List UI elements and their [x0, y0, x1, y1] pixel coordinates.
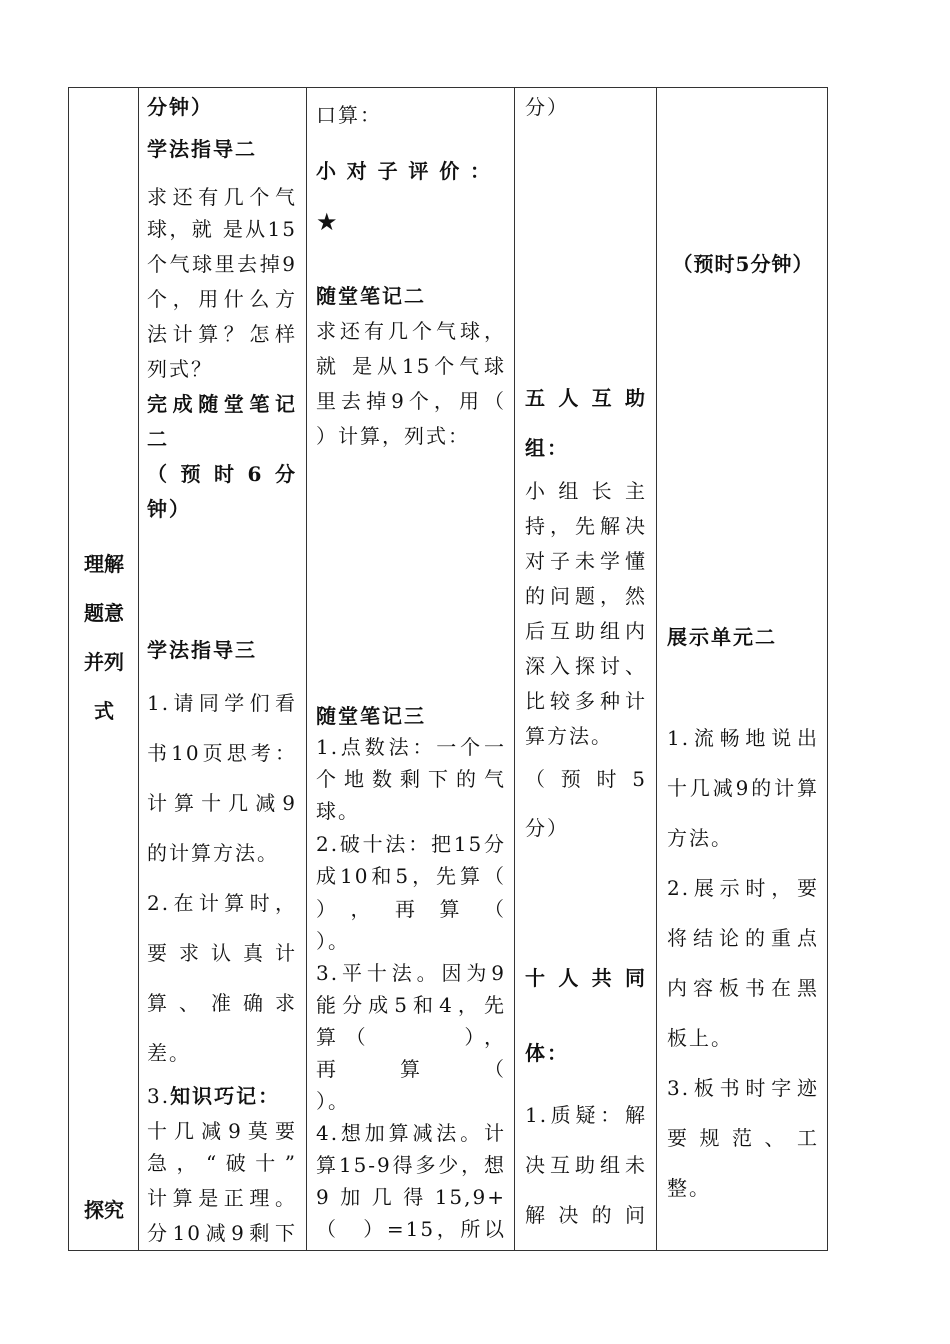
section-label-line: 式 [94, 699, 114, 723]
text-line: 急，“破十” [147, 1151, 297, 1175]
text-line: （ ）=15，所以 [316, 1217, 506, 1241]
text-line: 分） [525, 816, 569, 840]
text-line: 个地数剩下的气 [316, 767, 506, 791]
text-line: 法计算？怎样 [147, 322, 297, 346]
section-label-line: 题意 [84, 601, 124, 625]
text-line: 算15-9得多少，想 [316, 1153, 506, 1177]
text-line: 钟） [147, 497, 191, 521]
text-line: 分） [525, 95, 569, 119]
text-line: 3.平十法。因为9 [316, 961, 506, 985]
text-line: 十几减9莫要 [147, 1119, 297, 1143]
text-line: 1.质疑：解 [525, 1103, 647, 1127]
text-line: 差。 [147, 1041, 191, 1065]
text-line: 计算十几减9 [147, 791, 297, 815]
text-line: 的计算方法。 [147, 841, 279, 865]
lesson-plan-table [68, 87, 828, 1251]
text-line: 2.展示时，要 [667, 876, 819, 900]
text-line: 小组长主 [525, 479, 647, 503]
text-line: 后互助组内 [525, 619, 647, 643]
group-cooperation-column [515, 88, 657, 1250]
text-line: 球。 [316, 799, 360, 823]
text-line: 算方法。 [525, 724, 613, 748]
section-label-line: 理解 [84, 552, 124, 576]
text-line: 4.想加算减法。计 [316, 1121, 506, 1145]
text-line: 分10减9剩下 [147, 1221, 297, 1245]
text-line: 成10和5，先算（ [316, 864, 506, 888]
text-line: 1.流畅地说出 [667, 726, 819, 750]
text-line: 内容板书在黑 [667, 976, 819, 1000]
item-number: 3. [147, 1084, 171, 1108]
text-line: （预时6分 [147, 462, 297, 486]
text-line: 完成随堂笔记 [147, 392, 297, 416]
text-line: 方法。 [667, 826, 733, 850]
text-line: 算（ ）， [316, 1025, 506, 1049]
text-line: ），再算（ [316, 897, 506, 921]
text-line: 要求认真计 [147, 941, 297, 965]
notes-heading: 随堂笔记三 [316, 704, 426, 728]
text-line: 求还有几个气 [147, 185, 297, 209]
text-line: 计算是正理。 [147, 1186, 297, 1210]
text-line: 二 [147, 427, 169, 451]
text-line: 解决的问 [525, 1203, 647, 1227]
group-heading: 十人共同 [525, 966, 647, 990]
guidance-heading: 学法指导三 [147, 638, 257, 662]
text-line: 3.板书时字迹 [667, 1076, 819, 1100]
pair-evaluation-label: 小对子评价： [316, 159, 496, 183]
text-line: 的问题，然 [525, 584, 647, 608]
text-line: 算、准确求 [147, 991, 297, 1015]
text-line: 球，就 是从15 [147, 217, 297, 241]
presentation-column [657, 88, 829, 1250]
text-line: 再算（ [316, 1057, 506, 1081]
text-line: ）计算，列式： [316, 424, 470, 448]
text-line: ）。 [316, 1089, 350, 1113]
presentation-heading: 展示单元二 [667, 625, 777, 649]
text-line: 口算： [316, 103, 382, 127]
text-line: 1.点数法：一个一 [316, 735, 506, 759]
group-heading: 五人互助 [525, 386, 647, 410]
guidance-heading: 学法指导二 [147, 137, 257, 161]
section-label-column [69, 88, 139, 1250]
text-line: 列式？ [147, 357, 213, 381]
text-line: 里去掉9个，用（ [316, 389, 506, 413]
text-line: ）。 [316, 929, 350, 953]
text-line: 求还有几个气球， [316, 319, 506, 343]
text-line: 2.在计算时， [147, 891, 297, 915]
text-line [147, 1079, 297, 1114]
text-line: 2.破十法：把15分 [316, 832, 506, 856]
text-line: 深入探讨、 [525, 654, 647, 678]
section-label-bottom: 探究 [84, 1198, 124, 1222]
text-line: 持，先解决 [525, 514, 647, 538]
text-line: 比较多种计 [525, 689, 647, 713]
text-line: 书10页思考： [147, 741, 297, 765]
text-line: （预时5 [525, 767, 647, 791]
text-line: 决互助组未 [525, 1153, 647, 1177]
text-line: 对子未学懂 [525, 549, 647, 573]
time-estimate: （预时5分钟） [672, 252, 814, 276]
class-notes-column [307, 88, 515, 1250]
text-line: 要规范、工 [667, 1126, 819, 1150]
text-line: 个气球里去掉9 [147, 252, 297, 276]
text-line: 板上。 [667, 1026, 733, 1050]
study-guidance-column [139, 88, 307, 1250]
text-line: 个，用什么方 [147, 287, 297, 311]
star-icon: ★ [316, 208, 340, 236]
text-line: 9加几得15,9+ [316, 1185, 506, 1209]
text-line: 就 是从15个气球 [316, 354, 506, 378]
section-label-line: 并列 [84, 650, 124, 674]
text-line: 整。 [667, 1176, 711, 1200]
notes-heading: 随堂笔记二 [316, 284, 426, 308]
memory-tip-heading: 知识巧记： [170, 1084, 281, 1108]
group-heading: 体： [525, 1041, 569, 1065]
text-line: 1.请同学们看 [147, 691, 297, 715]
text-line: 十几减9的计算 [667, 776, 819, 800]
text-line: 将结论的重点 [667, 926, 819, 950]
text-line: 能分成5和4，先 [316, 993, 506, 1017]
group-heading: 组： [525, 436, 569, 460]
text-line: 分钟） [147, 95, 213, 119]
